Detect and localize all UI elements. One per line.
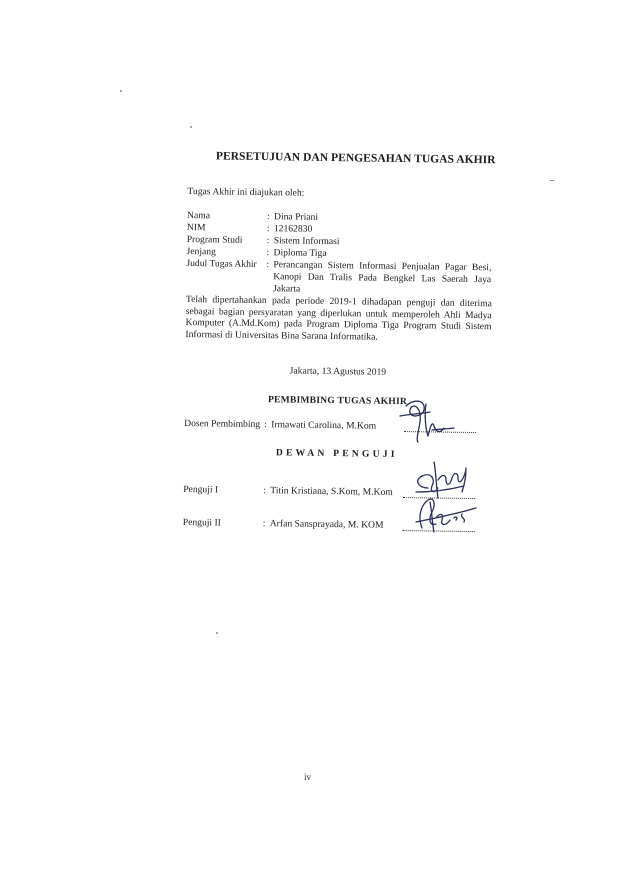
signature-label: Penguji II (182, 516, 221, 529)
supervisor-signature (396, 396, 458, 446)
field-colon: : (266, 235, 270, 247)
page-title: PERSETUJUAN DAN PENGESAHAN TUGAS AKHIR (215, 150, 496, 167)
field-value: Perancangan Sistem Informasi Penjualan Pagar Besi, Kanopi Dan Tralis Pada Bengkel Las Saerah Jaya Jakarta (272, 259, 492, 295)
scan-speck (190, 126, 192, 128)
signature-name: Irmawati Carolina, M.Kom (271, 419, 377, 432)
field-value: Diploma Tiga (273, 247, 327, 259)
signature-name: Titin Kristiana, S.Kom, M.Kom (270, 485, 393, 498)
signature-label: Dosen Pembimbing (184, 417, 261, 431)
student-info (186, 209, 493, 295)
signature-colon: : (263, 485, 267, 497)
field-label: Program Studi (186, 233, 243, 246)
field-colon: : (266, 259, 270, 271)
approval-paragraph: Telah dipertahankan pada periode 2019-1 dihadapan penguji dan diterima sebagai bagian persyaratan yang diperlukan untuk memperoleh Ahli Madya Komputer (A.Md.Kom) pada Program Diploma Tiga Program Studi Sistem Informasi di Universitas Bina Sarana Informatika. (185, 293, 492, 343)
signature-colon: : (264, 419, 267, 431)
field-colon: : (266, 223, 270, 235)
page-number: iv (304, 772, 312, 782)
scan-speck (550, 180, 554, 181)
supervisor-heading: PEMBIMBING TUGAS AKHIR (267, 394, 408, 408)
field-row-thesis-title (186, 257, 492, 295)
field-value: 12162830 (273, 223, 313, 235)
field-value: Dina Priani (274, 211, 319, 223)
field-colon: : (267, 211, 270, 223)
field-label: Nama (187, 209, 211, 222)
scan-speck (216, 632, 218, 634)
intro-text: Tugas Akhir ini diajukan oleh: (187, 185, 305, 199)
field-label: Judul Tugas Akhir (186, 257, 257, 270)
signature-name: Arfan Sansprayada, M. KOM (269, 518, 384, 531)
examiners-heading: DEWAN PENGUJI (275, 447, 398, 460)
scan-speck (120, 90, 122, 92)
field-colon: : (266, 247, 270, 259)
signature-colon: : (262, 518, 266, 530)
signing-date: Jakarta, 13 Agustus 2019 (289, 365, 387, 378)
approval-content (182, 150, 496, 531)
examiner-2-signature (410, 492, 480, 534)
field-label: NIM (186, 221, 206, 234)
field-value: Sistem Informasi (273, 235, 340, 248)
field-label: Jenjang (186, 245, 216, 258)
signature-label: Penguji I (183, 483, 219, 496)
